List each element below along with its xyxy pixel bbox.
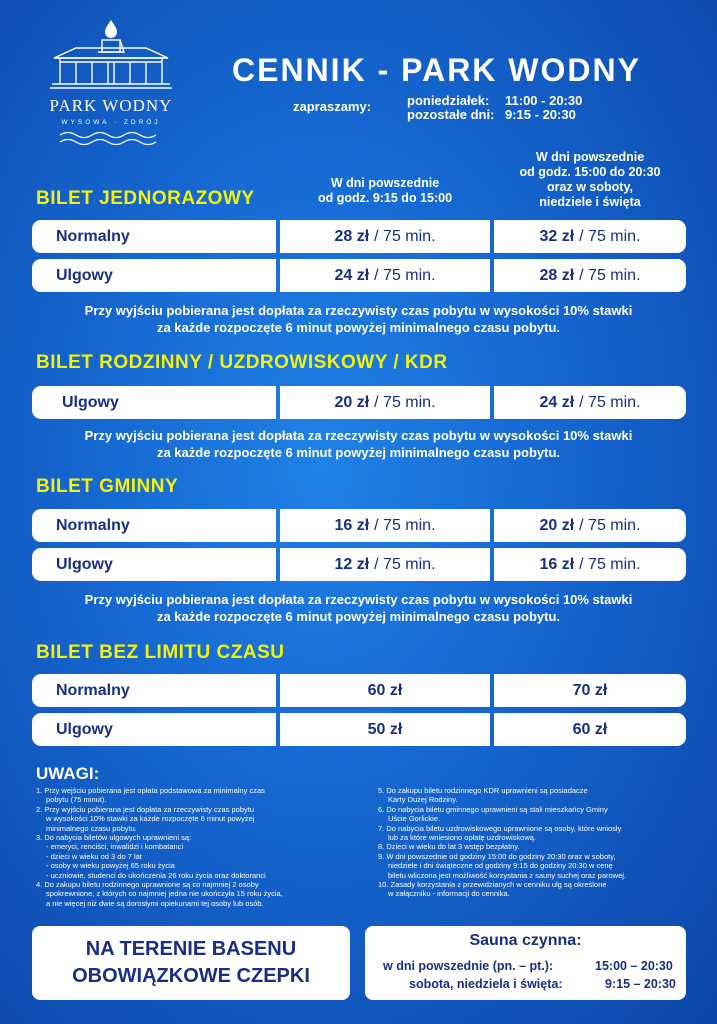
duration: / 75 min. (579, 266, 641, 284)
ticket-type: Ulgowy (32, 713, 276, 746)
sauna-row (409, 977, 676, 991)
price-cell-afternoon-weekend (494, 386, 686, 419)
note-line: Przy wyjściu pobierana jest dopłata za rzeczywisty czas pobytu w wysokości 10% stawki (84, 592, 633, 607)
duration: / 75 min. (374, 393, 436, 411)
page-title: CENNIK - PARK WODNY (232, 52, 641, 88)
hours-row (407, 94, 582, 108)
surcharge-note (20, 302, 697, 336)
logo-name: PARK WODNY (49, 96, 173, 115)
remark-line: minimalnego czasu pobytu. (46, 823, 137, 833)
price-cell-afternoon-weekend (494, 713, 686, 746)
price: 24 zł (539, 393, 575, 411)
price-row (32, 220, 686, 253)
price: 16 zł (539, 555, 575, 573)
column-header-line: oraz w soboty, (547, 180, 633, 194)
hours-time: 9:15 - 20:30 (505, 107, 576, 122)
sauna-days: w dni powszednie (pn. – pt.): (383, 959, 554, 973)
hours-row (407, 108, 582, 122)
remark-line: lub za które wniesiono opłatę uzdrowiskową. (388, 833, 536, 843)
column-header-line: niedziele i święta (539, 195, 641, 209)
price-cell-weekday-morning (280, 674, 490, 707)
remark-line: 9. W dni powszednie od godziny 15:00 do godziny 20:30 oraz w soboty, (378, 851, 616, 861)
notice-line: NA TERENIE BASENU (85, 938, 297, 960)
remark-line: 8. Dzieci w wieku do lat 3 wstęp bezpłatny. (378, 842, 520, 852)
remark-line: spokrewnione, z których co najmniej jedna nie ukończyła 15 roku życia, (46, 889, 283, 899)
remark-line: niedziele i dni świąteczne od godziny 9:15 do godziny 20:30 w cenę (388, 861, 613, 871)
price: 20 zł (334, 393, 370, 411)
sauna-hours-box (365, 926, 686, 1000)
remark-line: 6. Do nabycia biletu gminnego uprawnieni są stali mieszkańcy Gminy (378, 804, 608, 814)
column-header-weekday-morning (290, 176, 480, 206)
price: 60 zł (367, 681, 403, 699)
notice-line: OBOWIĄZKOWE CZEPKI (72, 965, 310, 987)
price-row (32, 259, 686, 292)
remark-line: 5. Do zakupu biletu rodzinnego KDR uprawnieni są posiadacze (378, 786, 588, 795)
sauna-time: 9:15 – 20:30 (605, 977, 676, 991)
price-row (32, 713, 686, 746)
duration: / 75 min. (374, 555, 436, 573)
section-title-jednorazowy: BILET JEDNORAZOWY (36, 188, 255, 209)
duration: / 75 min. (579, 555, 641, 573)
hours-days: poniedziałek: (407, 93, 490, 108)
swim-cap-notice (32, 926, 350, 1000)
duration: / 75 min. (374, 266, 436, 284)
price: 24 zł (334, 266, 370, 284)
park-wodny-logo (46, 18, 176, 148)
hours-days: pozostałe dni: (407, 107, 495, 122)
ticket-type: Normalny (32, 509, 276, 542)
remark-line: Uście Gorlickie. (388, 814, 441, 824)
price-cell-weekday-morning (280, 509, 490, 542)
note-line: Przy wyjściu pobierana jest dopłata za rzeczywisty czas pobytu w wysokości 10% stawki (84, 303, 633, 318)
hours-time: 11:00 - 20:30 (505, 93, 583, 108)
note-line: Przy wyjściu pobierana jest dopłata za rzeczywisty czas pobytu w wysokości 10% stawki (84, 428, 633, 443)
price-cell-afternoon-weekend (494, 220, 686, 253)
remarks-left-column (36, 786, 338, 908)
section-title-gminny: BILET GMINNY (36, 476, 179, 497)
price: 50 zł (367, 720, 403, 738)
remark-line: 1. Przy wejściu pobierana jest opłata podstawowa za minimalny czas (36, 786, 265, 795)
sauna-title: Sauna czynna: (469, 932, 582, 949)
duration: / 75 min. (579, 393, 641, 411)
price: 60 zł (572, 720, 608, 738)
note-line: za każde rozpoczęte 6 minut powyżej minimalnego czasu pobytu. (156, 609, 561, 624)
pavilion-logo-icon (46, 18, 176, 94)
sauna-time: 15:00 – 20:30 (595, 959, 673, 973)
remark-line: 3. Do nabycia biletów ulgowych uprawnieni są: (36, 833, 192, 843)
price-cell-weekday-morning (280, 548, 490, 581)
surcharge-note (20, 591, 697, 625)
logo-subtitle: WYSOWA · ZDRÓJ (61, 119, 161, 126)
remarks-title: UWAGI: (36, 764, 100, 783)
remark-line: w wysokości 10% stawki za każde rozpoczęte 6 minut powyżej (46, 814, 255, 824)
price-cell-afternoon-weekend (494, 259, 686, 292)
price: 70 zł (572, 681, 608, 699)
remark-line: - osoby w wieku powyżej 65 roku życia (46, 861, 175, 871)
section-title-bez-limitu: BILET BEZ LIMITU CZASU (36, 642, 285, 663)
column-header-line: W dni powszednie (330, 176, 440, 190)
sauna-row (383, 959, 673, 973)
remark-line: w załączniku - informacji do cennika. (388, 889, 510, 899)
remark-line: biletu wliczona jest możliwość korzystania z sauny suchej oraz parowej. (388, 870, 627, 880)
duration: / 75 min. (579, 227, 641, 245)
price: 20 zł (539, 516, 575, 534)
price: 16 zł (334, 516, 370, 534)
column-header-line: W dni powszednie (535, 150, 645, 164)
column-header-line: od godz. 9:15 do 15:00 (317, 191, 453, 205)
duration: / 75 min. (579, 516, 641, 534)
invite-label: zapraszamy: (293, 99, 372, 114)
price-row (32, 386, 686, 419)
remark-line: 7. Do nabycia biletu uzdrowiskowego uprawnione są osoby, które wniosły (378, 823, 622, 833)
price-cell-weekday-morning (280, 259, 490, 292)
note-line: za każde rozpoczęte 6 minut powyżej minimalnego czasu pobytu. (156, 445, 561, 460)
price-cell-afternoon-weekend (494, 674, 686, 707)
remark-line: 10. Zasady korzystania z przewidzianych w cenniku ulg są określone (378, 880, 607, 890)
price: 28 zł (334, 227, 370, 245)
remark-line: a nie więcej niż dwie są dorosłymi opiekunami tej osoby lub osób. (46, 898, 264, 908)
remark-line: - emeryci, renciści, inwalidzi i kombatanci (46, 842, 184, 852)
note-line: za każde rozpoczęte 6 minut powyżej minimalnego czasu pobytu. (156, 320, 561, 335)
waves-icon (56, 130, 166, 148)
price-row (32, 548, 686, 581)
price-cell-weekday-morning (280, 713, 490, 746)
remark-line: - dzieci w wieku od 3 do 7 lat (46, 851, 142, 861)
section-title-rodzinny: BILET RODZINNY / UZDROWISKOWY / KDR (36, 352, 448, 373)
price-row (32, 674, 686, 707)
price-cell-afternoon-weekend (494, 548, 686, 581)
column-header-afternoon-weekend (495, 150, 685, 210)
ticket-type: Normalny (32, 674, 276, 707)
price: 32 zł (539, 227, 575, 245)
remark-line: Karty Dużej Rodziny. (388, 795, 458, 805)
price-cell-weekday-morning (280, 220, 490, 253)
surcharge-note (20, 427, 697, 461)
price-row (32, 509, 686, 542)
ticket-type: Ulgowy (32, 548, 276, 581)
remark-line: 2. Przy wyjściu pobierana jest dopłata za rzeczywisty czas pobytu (36, 804, 255, 814)
remark-line: - uczniowie, studenci do ukończenia 26 roku życia oraz doktoranci (46, 870, 266, 880)
column-header-line: od godz. 15:00 do 20:30 (519, 165, 661, 179)
ticket-type: Normalny (32, 220, 276, 253)
remark-line: pobytu (75 minut). (46, 795, 107, 805)
remark-line: 4. Do zakupu biletu rodzinnego uprawnione są co najmniej 2 osoby (36, 880, 259, 890)
duration: / 75 min. (374, 227, 436, 245)
remarks-right-column (378, 786, 690, 899)
ticket-type: Ulgowy (32, 259, 276, 292)
duration: / 75 min. (374, 516, 436, 534)
price-cell-afternoon-weekend (494, 509, 686, 542)
price-cell-weekday-morning (280, 386, 490, 419)
ticket-type: Ulgowy (32, 386, 276, 419)
price: 12 zł (334, 555, 370, 573)
sauna-days: sobota, niedziela i święta: (409, 977, 563, 991)
price: 28 zł (539, 266, 575, 284)
